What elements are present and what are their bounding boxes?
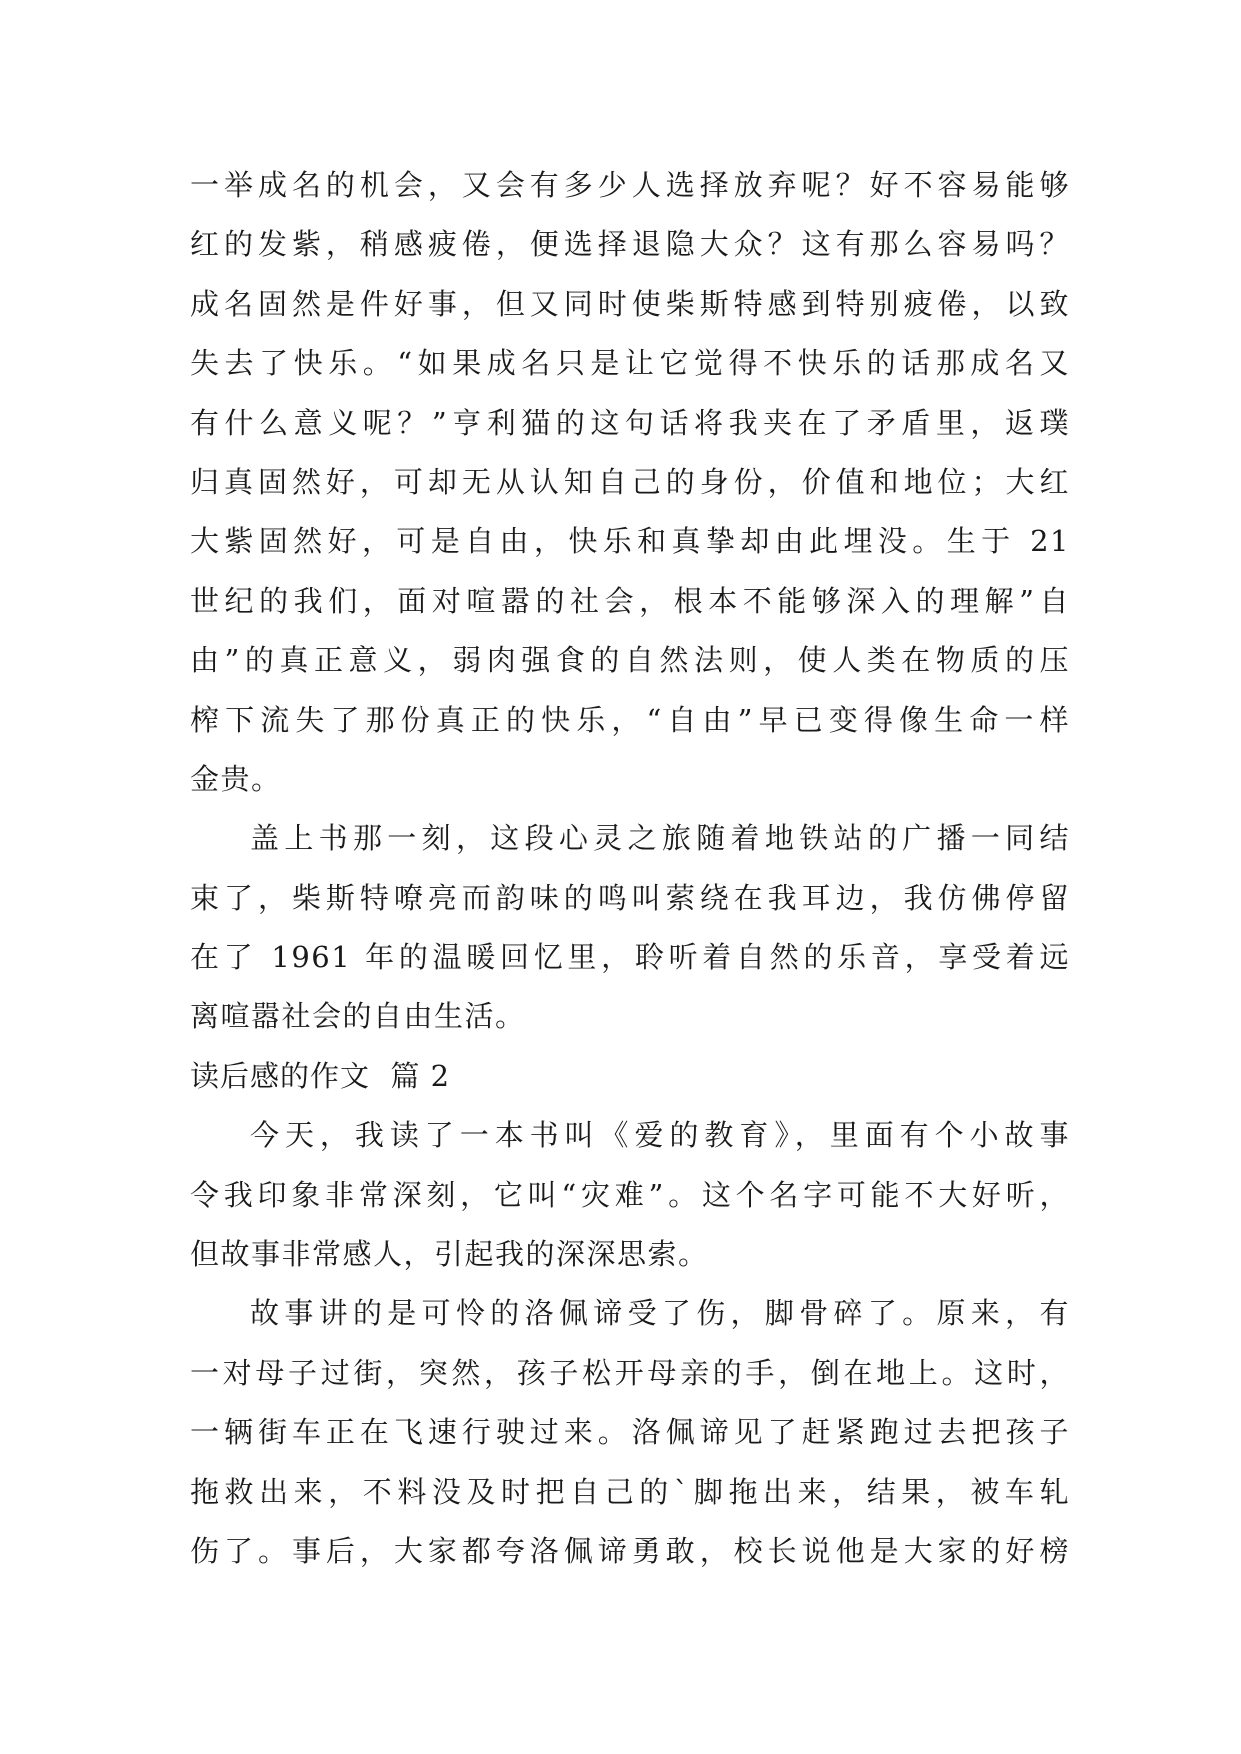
text-line: 一辆街车正在飞速行驶过来。洛佩谛见了赶紧跑过去把孩子: [190, 1415, 1070, 1450]
text-line: 束了，柴斯特嘹亮而韵味的鸣叫萦绕在我耳边，我仿佛停留: [190, 880, 1070, 915]
text-line: 成名固然是件好事，但又同时使柴斯特感到特别疲倦，以致: [190, 286, 1070, 321]
text-line: 但故事非常感人，引起我的深深思索。: [190, 1237, 709, 1272]
text-line: 伤了。事后，大家都夸洛佩谛勇敢，校长说他是大家的好榜: [190, 1533, 1070, 1568]
paragraph-first-line: 盖上书那一刻，这段心灵之旅随着地铁站的广播一同结: [250, 821, 1070, 856]
text-line: 离喧嚣社会的自由生活。: [190, 999, 526, 1034]
text-line: 红的发紫，稍感疲倦，便选择退隐大众？这有那么容易吗？: [190, 227, 1070, 262]
section-heading: 读后感的作文 篇 2: [190, 1058, 451, 1093]
text-line: 由”的真正意义，弱肉强食的自然法则，使人类在物质的压: [190, 643, 1070, 678]
paragraph-first-line: 故事讲的是可怜的洛佩谛受了伤，脚骨碎了。原来，有: [250, 1296, 1070, 1331]
text-line: 一举成名的机会，又会有多少人选择放弃呢？好不容易能够: [190, 168, 1070, 202]
text-line: 失去了快乐。“如果成名只是让它觉得不快乐的话那成名又: [190, 346, 1070, 381]
text-line: 一对母子过街，突然，孩子松开母亲的手，倒在地上。这时，: [190, 1355, 1070, 1390]
text-line: 在了 1961 年的温暖回忆里，聆听着自然的乐音，享受着远: [190, 940, 1070, 975]
text-line: 归真固然好，可却无从认知自己的身份，价值和地位；大红: [190, 464, 1070, 499]
text-line: 世纪的我们，面对喧嚣的社会，根本不能够深入的理解”自: [190, 583, 1070, 618]
document-body: [190, 156, 1070, 1581]
text-line: 金贵。: [190, 761, 282, 796]
text-line: 拖救出来，不料没及时把自己的`脚拖出来，结果，被车轧: [190, 1474, 1070, 1509]
text-line: 榨下流失了那份真正的快乐，“自由”早已变得像生命一样: [190, 702, 1070, 737]
text-line: 大紫固然好，可是自由，快乐和真挚却由此埋没。生于 21: [190, 524, 1070, 559]
paragraph-first-line: 今天，我读了一本书叫《爱的教育》，里面有个小故事: [250, 1118, 1070, 1153]
text-line: 有什么意义呢？”亨利猫的这句话将我夹在了矛盾里，返璞: [190, 405, 1070, 440]
text-line: 令我印象非常深刻，它叫“灾难”。这个名字可能不大好听，: [190, 1177, 1070, 1212]
